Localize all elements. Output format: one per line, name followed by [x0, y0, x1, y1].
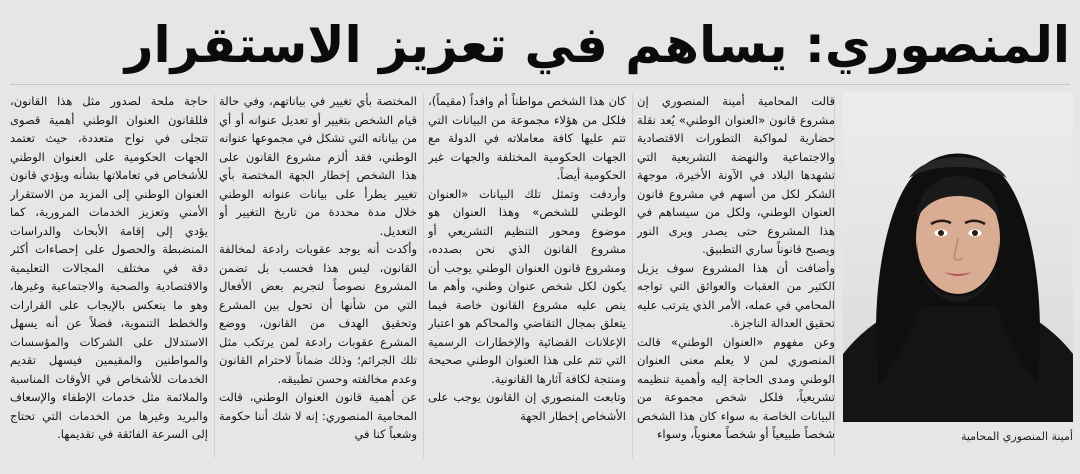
column-2-paragraph-3: وتابعت المنصوري إن القانون يوجب على الأشخاص إخطار الجهة [428, 390, 626, 423]
woman-portrait-illustration [843, 92, 1073, 422]
column-3-paragraph-1: المختصة بأي تغيير في بياناتهم، وفي حالة قيام الشخص بتغيير أو تعديل عنوانه أو أي من بياناته التي تشكل في مجموعها عنوانه الوطني، فقد ألزم مشروع القانون على هذا الشخص إخطار الجهة المختصة بأي تغيير يطرأ على بيانات عنوانه الوطني خلال مدة محددة من تاريخ التغيير أو التعديل. [219, 94, 417, 238]
article-column-1 [637, 92, 835, 462]
headline-divider [10, 84, 1070, 85]
column-3-paragraph-3: عن أهمية قانون العنوان الوطني، قالت المحامية المنصوري: إنه لا شك أننا حكومة وشعباً كنا في [219, 390, 417, 441]
column-2-paragraph-1: كان هذا الشخص مواطناً أم وافداً (مقيماً)، فلكل من هؤلاء مجموعة من البيانات التي تتم عليها كافة معاملاته في الدولة مع الجهات الحكومية المختلفة والجهات غير الحكومية أيضاً. [428, 94, 626, 182]
article-column-4 [10, 92, 208, 462]
photo-caption: أمينة المنصوري المحامية [960, 430, 1073, 443]
column-3-paragraph-2: وأكدت أنه يوجد عقوبات رادعة لمخالفة القانون، ليس هذا فحسب بل تضمن المشروع نصوصاً لتجريم بعض الأفعال التي من شأنها أن تحول بين المشرع وتحقيق الهدف من القانون، ووضع المشرع عقوبات رادعة لمن يرتكب مثل تلك الجرائم؛ وذلك ضماناً لاحترام القانون وعدم مخالفته وحسن تطبيقه. [219, 242, 417, 386]
column-2-paragraph-2: وأردفت وتمثل تلك البيانات «العنوان الوطني للشخص» وهذا العنوان هو موضوع ومحور التنظيم التشريعي أو مشروع القانون الذي نحن بصدده، ومشروع قانون العنوان الوطني يوجب أن يكون لكل شخص عنوان وطني، وأهم ما ينص عليه مشروع القانون خاصة فيما يتعلق بمجال التقاضي والمحاكم هو اعتبار الإعلانات القضائية والإخطارات الرسمية التي تتم على هذا العنوان الوطني صحيحة ومنتجة لكافة آثارها القانونية. [428, 186, 626, 386]
column-1-paragraph-1: قالت المحامية أمينة المنصوري إن مشروع قانون «العنوان الوطني» يُعد نقلة حضارية لمواكبة التطورات الاقتصادية والاجتماعية والنهضة التشريعية التي تشهدها البلاد في الآونة الأخيرة، موجهة الشكر لكل من أسهم في مشروع قانون العنوان الوطني، ولكل من سيساهم في هذا المشروع حتى يصدر ويرى النور ويصبح قانوناً ساري التطبيق. [637, 94, 835, 256]
column-divider [214, 94, 215, 458]
column-4-paragraph-1: حاجة ملحة لصدور مثل هذا القانون، فللقانون العنوان الوطني أهمية قصوى تتجلى في نواح متعددة، حيث تعتمد الجهات الحكومية على العنوان الوطني للأشخاص في تعاملاتها بشأنه ويؤدي قانون العنوان الوطني إلى المزيد من الاستقرار الأمني وتعزيز الخدمات المرورية، كما يؤدي إلى إقامة الأبحاث والدراسات المنضبطة والحصول على إحصاءات أكثر دقة في مختلف المجالات التعليمية والاقتصادية والصحية والاجتماعية وغيرها، وهو ما ينعكس بالإيجاب على القرارات والخطط التنموية، فضلاً عن أنه يسهل الاستدلال على الشركات والمؤسسات والمواطنين والمقيمين فيسهل تقديم الخدمات للأشخاص في الأوقات المناسبة والملائمة مثل خدمات الإطفاء والإسعاف والبريد وغيرها من الخدمات التي تحتاج إلى السرعة الفائقة في تقديمها. [10, 94, 208, 441]
article-column-2 [428, 92, 626, 462]
article-column-3 [219, 92, 417, 462]
article-headline: المنصوري: يساهم في تعزيز الاستقرار [124, 16, 1070, 74]
column-1-paragraph-3: وعن مفهوم «العنوان الوطني» قالت المنصوري لمن لا يعلم معنى العنوان الوطني ومدى الحاجة إليه وأهمية تنظيمه تشريعياً، فلكل شخص مجموعة من البيانات الخاصة به سواء كان هذا الشخص شخصاً طبيعياً أو شخصاً معنوياً، وسواء [637, 334, 835, 441]
column-divider [423, 94, 424, 458]
column-divider [632, 94, 633, 458]
portrait-photo [843, 92, 1073, 422]
column-1-paragraph-2: وأضافت أن هذا المشروع سوف يزيل الكثير من العقبات والعوائق التي تواجه المحامي في عمله، الأمر الذي يترتب عليه تحقيق العدالة الناجزة. [637, 260, 835, 330]
